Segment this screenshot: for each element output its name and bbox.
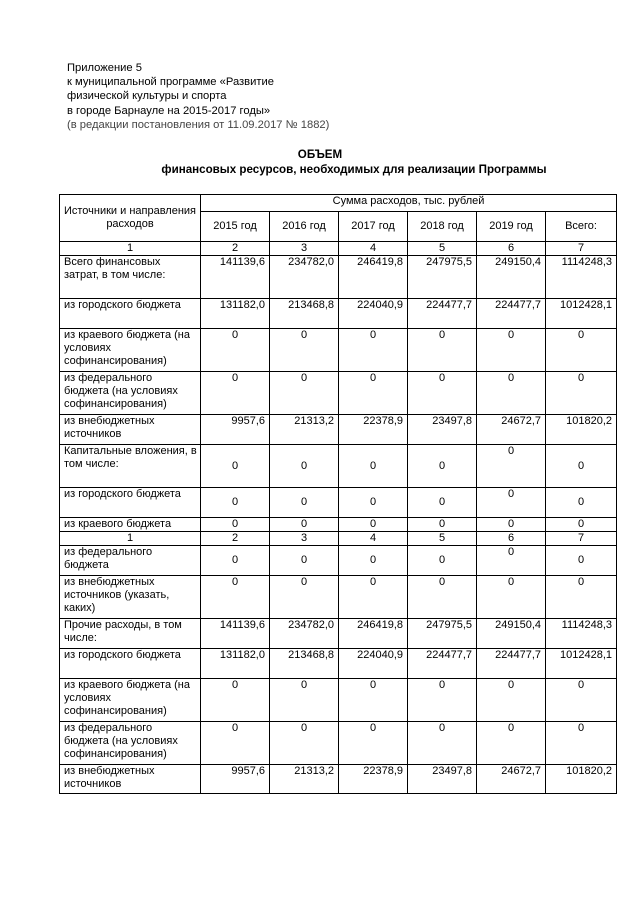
row-label: Всего финансовых затрат, в том числе:: [60, 256, 201, 299]
value-cell: 0: [270, 679, 339, 722]
value-cell: 0: [477, 329, 546, 372]
value-cell: 141139,6: [201, 256, 270, 299]
header-line: Приложение 5: [67, 62, 142, 74]
value-cell: 0: [270, 329, 339, 372]
index-cell: 4: [339, 242, 408, 256]
year-header: 2019 год: [477, 212, 546, 242]
document-title: [0, 148, 640, 177]
value-cell: 0: [408, 679, 477, 722]
row-label: из краевого бюджета (на условиях софинансирования): [60, 679, 201, 722]
value-cell: 0: [408, 488, 477, 518]
value-cell: 101820,2: [546, 765, 617, 794]
value-cell: 247975,5: [408, 619, 477, 649]
row-label: из краевого бюджета (на условиях софинансирования): [60, 329, 201, 372]
value-cell: 22378,9: [339, 765, 408, 794]
value-cell: 23497,8: [408, 765, 477, 794]
value-cell: 0: [201, 445, 270, 488]
value-cell: 24672,7: [477, 765, 546, 794]
value-cell: 9957,6: [201, 765, 270, 794]
index-cell: 5: [408, 242, 477, 256]
table-row: [60, 765, 617, 794]
value-cell: 0: [201, 488, 270, 518]
value-cell: 131182,0: [201, 299, 270, 329]
value-cell: 0: [201, 546, 270, 576]
value-cell: 0: [546, 722, 617, 765]
title-line-2: финансовых ресурсов, необходимых для реализации Программы: [161, 162, 547, 176]
table-row: [60, 372, 617, 415]
value-cell: 224040,9: [339, 299, 408, 329]
header-line: к муниципальной программе «Развитие: [67, 76, 274, 89]
value-cell: 0: [201, 722, 270, 765]
value-cell: 21313,2: [270, 415, 339, 445]
value-cell: 9957,6: [201, 415, 270, 445]
header-line: в городе Барнауле на 2015-2017 годы»: [67, 104, 271, 117]
row-label: из внебюджетных источников (указать, каких): [60, 576, 201, 619]
table-row: [60, 576, 617, 619]
table-row: [60, 329, 617, 372]
table-row: [60, 722, 617, 765]
value-cell: 0: [477, 546, 546, 576]
value-cell: 0: [546, 488, 617, 518]
table-row: [60, 256, 617, 299]
value-cell: 0: [408, 518, 477, 532]
value-cell: 0: [201, 329, 270, 372]
row-label: из федерального бюджета: [60, 546, 201, 576]
value-cell: 0: [477, 518, 546, 532]
value-cell: 0: [339, 576, 408, 619]
value-cell: 141139,6: [201, 619, 270, 649]
value-cell: 0: [270, 445, 339, 488]
value-cell: 0: [339, 488, 408, 518]
table-row: [60, 619, 617, 649]
value-cell: 0: [408, 722, 477, 765]
value-cell: 1012428,1: [546, 299, 617, 329]
value-cell: 0: [546, 576, 617, 619]
index-cell: 6: [477, 532, 546, 546]
row-label: из городского бюджета: [60, 488, 201, 518]
value-cell: 0: [339, 372, 408, 415]
value-cell: 24672,7: [477, 415, 546, 445]
year-header: 2015 год: [201, 212, 270, 242]
value-cell: 234782,0: [270, 619, 339, 649]
table-row: [60, 415, 617, 445]
value-cell: 21313,2: [270, 765, 339, 794]
table-row: [60, 299, 617, 329]
value-cell: 234782,0: [270, 256, 339, 299]
value-cell: 0: [339, 546, 408, 576]
value-cell: 0: [339, 679, 408, 722]
year-header: Всего:: [546, 212, 617, 242]
value-cell: 213468,8: [270, 299, 339, 329]
index-cell: 5: [408, 532, 477, 546]
value-cell: 101820,2: [546, 415, 617, 445]
table-row: [60, 546, 617, 576]
header-source-cell: Источники и направления расходов: [60, 195, 201, 242]
value-cell: 247975,5: [408, 256, 477, 299]
table-row: [60, 679, 617, 722]
value-cell: 0: [408, 445, 477, 488]
index-cell: 2: [201, 532, 270, 546]
value-cell: 0: [339, 518, 408, 532]
index-cell: 4: [339, 532, 408, 546]
value-cell: 0: [270, 518, 339, 532]
index-cell: 7: [546, 242, 617, 256]
value-cell: 224477,7: [477, 649, 546, 679]
value-cell: 0: [408, 372, 477, 415]
value-cell: 224477,7: [408, 649, 477, 679]
value-cell: 0: [270, 488, 339, 518]
value-cell: 0: [270, 576, 339, 619]
value-cell: 0: [546, 518, 617, 532]
value-cell: 0: [477, 488, 546, 518]
column-index-row: [60, 242, 617, 256]
row-label: из внебюджетных источников: [60, 415, 201, 445]
index-cell: 1: [60, 532, 201, 546]
value-cell: 224477,7: [477, 299, 546, 329]
value-cell: 0: [339, 445, 408, 488]
value-cell: 0: [477, 576, 546, 619]
year-header: 2018 год: [408, 212, 477, 242]
value-cell: 0: [408, 576, 477, 619]
header-line: физической культуры и спорта: [67, 90, 227, 103]
index-cell: 1: [60, 242, 201, 256]
index-cell: 3: [270, 242, 339, 256]
title-line-1: ОБЪЕМ: [297, 148, 343, 161]
financing-table: [59, 194, 617, 794]
row-label: из внебюджетных источников: [60, 765, 201, 794]
header-sum-cell: Сумма расходов, тыс. рублей: [201, 195, 617, 212]
value-cell: 0: [270, 722, 339, 765]
table-row: [60, 488, 617, 518]
value-cell: 249150,4: [477, 619, 546, 649]
value-cell: 0: [270, 546, 339, 576]
row-label: из федерального бюджета (на условиях софинансирования): [60, 722, 201, 765]
index-cell: 2: [201, 242, 270, 256]
value-cell: 131182,0: [201, 649, 270, 679]
table-row: [60, 445, 617, 488]
value-cell: 224477,7: [408, 299, 477, 329]
value-cell: 0: [201, 372, 270, 415]
edition-note: (в редакции постановления от 11.09.2017 № 1882): [67, 118, 330, 131]
appendix-header: [67, 61, 329, 132]
value-cell: 0: [339, 722, 408, 765]
value-cell: 0: [546, 679, 617, 722]
row-label: Прочие расходы, в том числе:: [60, 619, 201, 649]
value-cell: 0: [408, 546, 477, 576]
value-cell: 213468,8: [270, 649, 339, 679]
year-header: 2017 год: [339, 212, 408, 242]
value-cell: 0: [477, 372, 546, 415]
value-cell: 22378,9: [339, 415, 408, 445]
value-cell: 23497,8: [408, 415, 477, 445]
value-cell: 0: [546, 546, 617, 576]
table-row: [60, 649, 617, 679]
row-label: из краевого бюджета: [60, 518, 201, 532]
value-cell: 224040,9: [339, 649, 408, 679]
value-cell: 0: [201, 518, 270, 532]
value-cell: 0: [477, 722, 546, 765]
index-cell: 6: [477, 242, 546, 256]
row-label: из федерального бюджета (на условиях софинансирования): [60, 372, 201, 415]
value-cell: 0: [339, 329, 408, 372]
value-cell: 0: [546, 445, 617, 488]
value-cell: 0: [201, 576, 270, 619]
value-cell: 1114248,3: [546, 256, 617, 299]
year-header: 2016 год: [270, 212, 339, 242]
value-cell: 246419,8: [339, 256, 408, 299]
table-row: [60, 518, 617, 532]
value-cell: 0: [477, 445, 546, 488]
value-cell: 0: [546, 372, 617, 415]
value-cell: 0: [408, 329, 477, 372]
row-label: Капитальные вложения, в том числе:: [60, 445, 201, 488]
value-cell: 0: [477, 679, 546, 722]
row-label: из городского бюджета: [60, 299, 201, 329]
value-cell: 0: [201, 679, 270, 722]
value-cell: 1012428,1: [546, 649, 617, 679]
column-index-row: [60, 532, 617, 546]
row-label: из городского бюджета: [60, 649, 201, 679]
index-cell: 3: [270, 532, 339, 546]
value-cell: 0: [270, 372, 339, 415]
index-cell: 7: [546, 532, 617, 546]
value-cell: 249150,4: [477, 256, 546, 299]
value-cell: 0: [546, 329, 617, 372]
value-cell: 1114248,3: [546, 619, 617, 649]
value-cell: 246419,8: [339, 619, 408, 649]
